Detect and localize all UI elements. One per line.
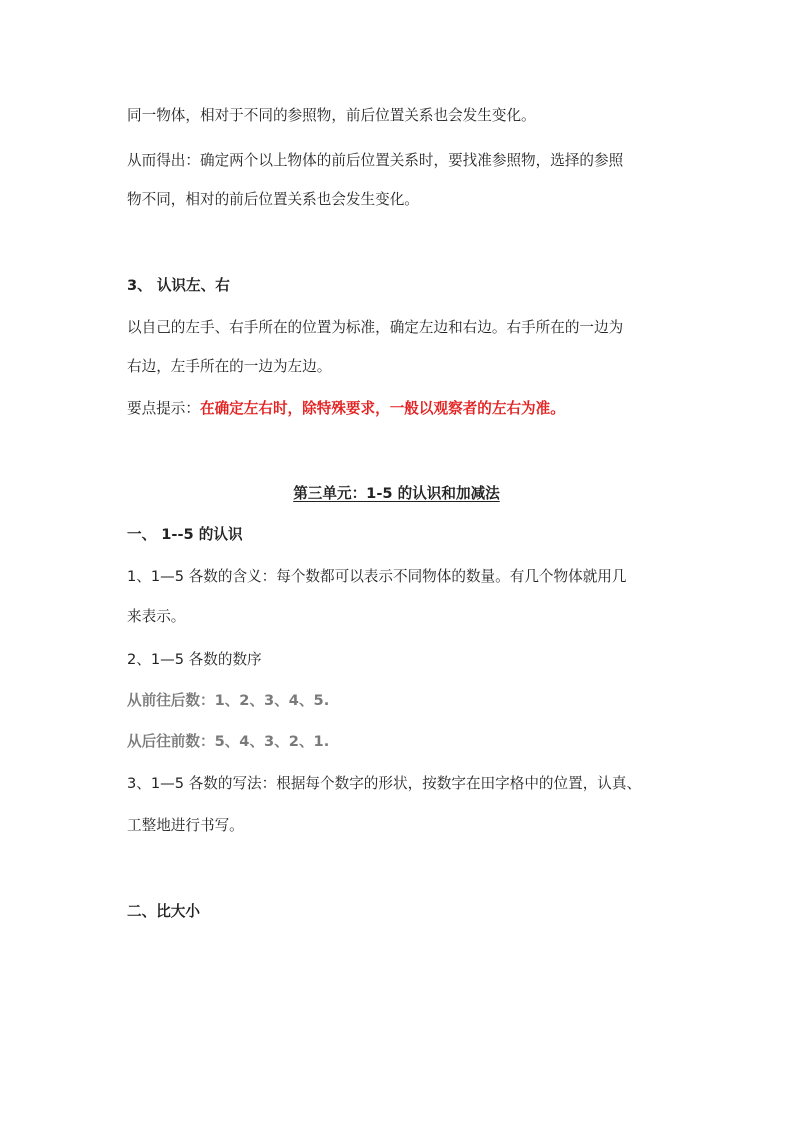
unit-3-title-text: 第三单元：1-5 的认识和加减法 [293, 485, 500, 502]
left-right-line1: 以自己的左手、右手所在的位置为标准，确定左边和右边。右手所在的一边为 [127, 319, 624, 336]
count-forward: 从前往后数：1、2、3、4、5. [127, 692, 330, 709]
left-right-line2: 右边，左手所在的一边为左边。 [127, 358, 332, 375]
section-3-heading: 3、 认识左、右 [127, 277, 230, 294]
key-point-text: 在确定左右时，除特殊要求，一般以观察者的左右为准。 [199, 400, 565, 417]
item-1-line1: 1、1—5 各数的含义：每个数都可以表示不同物体的数量。有几个物体就用几 [127, 568, 627, 585]
paragraph-reference-change: 同一物体，相对于不同的参照物，前后位置关系也会发生变化。 [127, 107, 536, 124]
paragraph-conclusion-line2: 物不同，相对的前后位置关系也会发生变化。 [127, 191, 419, 208]
key-point-tip [127, 399, 565, 419]
paragraph-conclusion-line1: 从而得出：确定两个以上物体的前后位置关系时，要找准参照物，选择的参照 [127, 152, 624, 169]
item-1-line2: 来表示。 [127, 608, 186, 625]
part-2-heading: 二、比大小 [127, 903, 200, 920]
key-point-label: 要点提示： [127, 400, 200, 417]
item-3-line1: 3、1—5 各数的写法：根据每个数字的形状，按数字在田字格中的位置，认真、 [127, 775, 642, 792]
unit-3-title [0, 484, 793, 504]
part-1-heading: 一、 1--5 的认识 [127, 526, 243, 543]
item-2: 2、1—5 各数的数序 [127, 651, 262, 668]
item-3-line2: 工整地进行书写。 [127, 817, 244, 834]
count-backward: 从后往前数：5、4、3、2、1. [127, 733, 330, 750]
